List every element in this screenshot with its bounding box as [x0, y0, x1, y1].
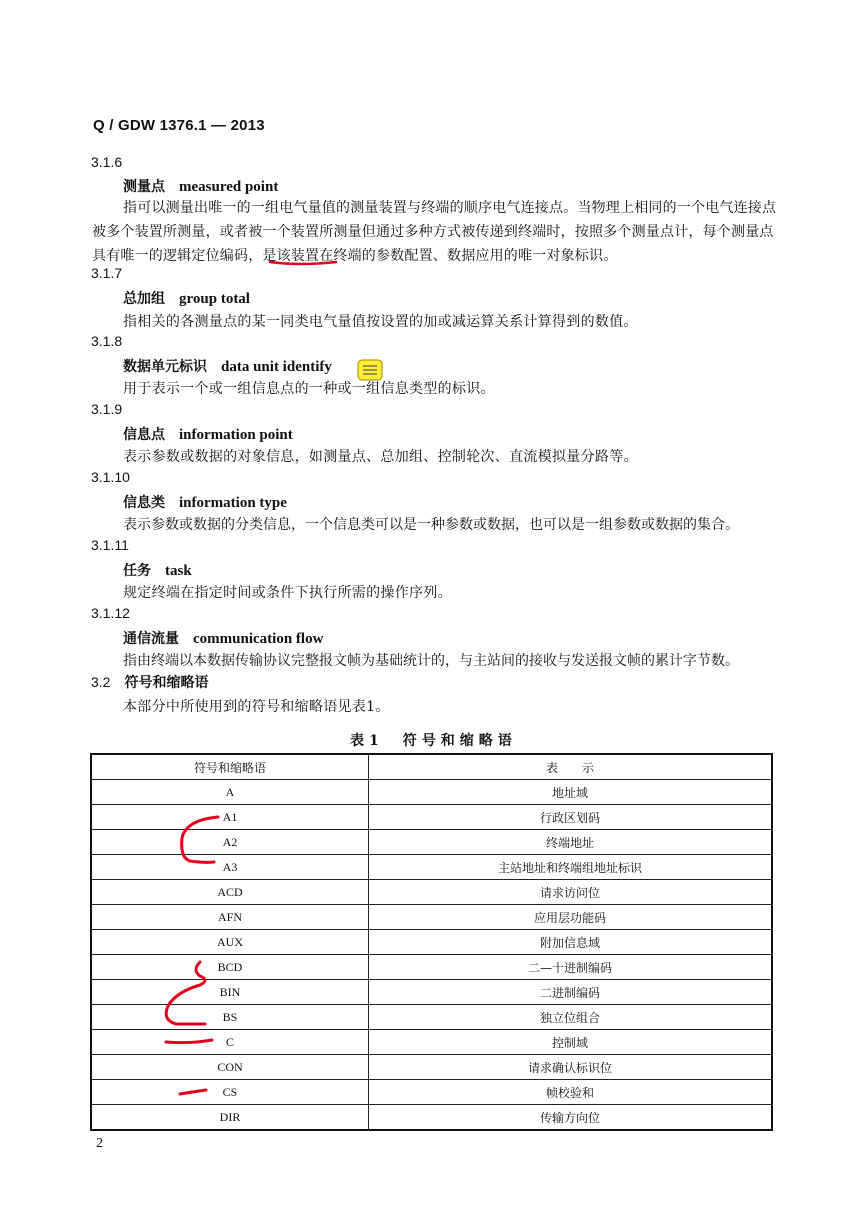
- term-en: data unit identify: [221, 359, 332, 375]
- term-en: measured point: [179, 179, 279, 195]
- term-en: task: [165, 563, 192, 579]
- term-definition: 表示参数或数据的分类信息，一个信息类可以是一种参数或数据，也可以是一组参数或数据的集合。: [123, 517, 739, 533]
- table-row: [91, 805, 772, 830]
- meaning-cell: 行政区划码: [369, 805, 773, 830]
- term-zh: 信息点: [123, 427, 165, 443]
- symbol-cell: CS: [91, 1080, 369, 1105]
- section-heading: [91, 672, 208, 692]
- term-definition: 指可以测量出唯一的一组电气量值的测量装置与终端的顺序电气连接点。当物理上相同的一个电气连接点被多个装置所测量，或者被一个装置所测量但通过多种方式被传递到终端时，按照多个测量点计，每个测量点具有唯一的逻辑定位编码，是该装置在终端的参数配置、数据应用的唯一对象标识。: [92, 200, 777, 264]
- term-definition: 表示参数或数据的对象信息，如测量点、总加组、控制轮次、直流模拟量分路等。: [123, 449, 638, 465]
- term-zh: 测量点: [123, 179, 165, 195]
- meaning-cell: 地址域: [369, 780, 773, 805]
- meaning-cell: 帧校验和: [369, 1080, 773, 1105]
- term-heading: [123, 560, 192, 580]
- table-row: [91, 930, 772, 955]
- meaning-cell: 请求访问位: [369, 880, 773, 905]
- term-en: information type: [179, 495, 287, 511]
- clause-number: 3.1.12: [91, 605, 130, 621]
- table-row: [91, 1055, 772, 1080]
- meaning-cell: 请求确认标识位: [369, 1055, 773, 1080]
- clause-number: 3.1.8: [91, 333, 123, 349]
- clause-number: 3.1.7: [91, 265, 123, 281]
- term-heading: [123, 288, 250, 308]
- clause-number: 3.1.6: [91, 154, 123, 170]
- term-definition: 指由终端以本数据传输协议完整报文帧为基础统计的，与主站间的接收与发送报文帧的累计字节数。: [123, 653, 739, 669]
- symbol-cell: A3: [91, 855, 369, 880]
- term-definition: 用于表示一个或一组信息点的一种或一组信息类型的标识。: [123, 381, 495, 397]
- meaning-cell: 控制域: [369, 1030, 773, 1055]
- symbol-cell: ACD: [91, 880, 369, 905]
- column-header-meaning: 表 示: [369, 754, 773, 780]
- term-heading: [123, 356, 332, 376]
- table-row: [91, 1105, 772, 1131]
- term-zh: 任务: [123, 563, 151, 579]
- document-code: Q / GDW 1376.1 — 2013: [93, 117, 265, 134]
- clause-number: 3.1.11: [91, 537, 129, 553]
- term-heading: [123, 492, 287, 512]
- symbol-cell: BCD: [91, 955, 369, 980]
- meaning-cell: 终端地址: [369, 830, 773, 855]
- meaning-cell: 应用层功能码: [369, 905, 773, 930]
- clause-number: 3.1.10: [91, 469, 130, 485]
- table-row: [91, 905, 772, 930]
- term-zh: 数据单元标识: [123, 359, 207, 375]
- table-row: [91, 1005, 772, 1030]
- table-row: [91, 855, 772, 880]
- symbol-cell: A2: [91, 830, 369, 855]
- meaning-cell: 传输方向位: [369, 1105, 773, 1131]
- meaning-cell: 主站地址和终端组地址标识: [369, 855, 773, 880]
- table-row: [91, 880, 772, 905]
- term-zh: 信息类: [123, 495, 165, 511]
- term-heading: [123, 424, 293, 444]
- term-zh: 总加组: [123, 291, 165, 307]
- section-title: 符号和缩略语: [124, 675, 209, 691]
- table-row: [91, 980, 772, 1005]
- term-definition: 规定终端在指定时间或条件下执行所需的操作序列。: [123, 585, 452, 601]
- symbol-cell: AFN: [91, 905, 369, 930]
- symbol-cell: BIN: [91, 980, 369, 1005]
- symbol-cell: A1: [91, 805, 369, 830]
- term-zh: 通信流量: [123, 631, 179, 647]
- table-row: [91, 830, 772, 855]
- term-en: communication flow: [193, 631, 324, 647]
- symbol-cell: BS: [91, 1005, 369, 1030]
- sticky-note-icon[interactable]: [357, 359, 383, 381]
- table-row: [91, 955, 772, 980]
- section-number: 3.2: [91, 674, 111, 690]
- clause-number: 3.1.9: [91, 401, 123, 417]
- page-number: 2: [96, 1136, 103, 1151]
- column-header-symbol: 符号和缩略语: [91, 754, 369, 780]
- meaning-cell: 独立位组合: [369, 1005, 773, 1030]
- term-en: group total: [179, 291, 250, 307]
- table-row: [91, 1030, 772, 1055]
- symbol-cell: AUX: [91, 930, 369, 955]
- meaning-cell: 二进制编码: [369, 980, 773, 1005]
- term-definition: 指相关的各测量点的某一同类电气量值按设置的加或减运算关系计算得到的数值。: [123, 314, 638, 330]
- table-header-row: [91, 754, 772, 780]
- symbol-cell: C: [91, 1030, 369, 1055]
- term-heading: [123, 628, 323, 648]
- table-row: [91, 1080, 772, 1105]
- table-caption: 表1 符号和缩略语: [350, 733, 517, 749]
- sticky-note-icon-graphic: [357, 359, 383, 381]
- term-heading: [123, 176, 278, 196]
- symbol-cell: CON: [91, 1055, 369, 1080]
- symbol-cell: A: [91, 780, 369, 805]
- symbol-cell: DIR: [91, 1105, 369, 1131]
- meaning-cell: 附加信息域: [369, 930, 773, 955]
- term-en: information point: [179, 427, 293, 443]
- table-row: [91, 780, 772, 805]
- abbreviations-table: [90, 753, 773, 1131]
- section-intro: 本部分中所使用到的符号和缩略语见表1。: [123, 699, 390, 715]
- meaning-cell: 二—十进制编码: [369, 955, 773, 980]
